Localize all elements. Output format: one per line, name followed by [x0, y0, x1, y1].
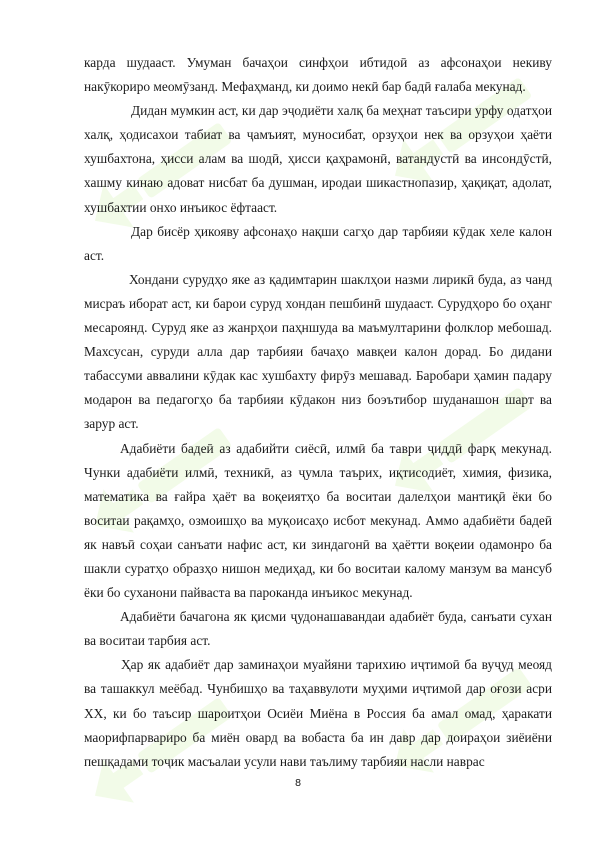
- paragraph: Хондани сурудҳо яке аз қадимтарин шаклҳои назми лирикӣ буда, аз чанд мисраъ иборат аст, ки барои суруд хондан пешбинӣ шудааст. Сурудҳоро бо оҳанг месароянд. Суруд яке аз жанрҳои паҳншуда ва маъмултарини фолклор мебошад. Махсусан, суруди алла дар тарбияи бачаҳо мавқеи калон дорад. Бо дидани табассуми аввалини кӯдак кас хушбахту фирӯз мешавад. Баробари ҳамин падару модарон ва педагогҳо ба тарбияи кӯдакон низ боэътибор шуданашон шарт ва зарур аст.: [84, 271, 552, 432]
- paragraph: карда шудааст. Умуман бачаҳои синфҳои ибтидоӣ аз афсонаҳои некиву накӯкориро меомӯзанд. Мефаҳманд, ки доимо некӣ бар бадӣ ғалаба мекунад.: [84, 55, 552, 95]
- paragraph: Дар бисёр ҳикояву афсонаҳо нақши сагҳо дар тарбияи кӯдак хеле калон аст.: [84, 223, 552, 263]
- document-body: [84, 51, 552, 774]
- paragraph: Ҳар як адабиёт дар заминаҳои муайяни тарихию иҷтимоӣ ба вуҷуд меояд ва ташаккул меёбад. Чунбишҳо ва таҳаввулоти муҳими иҷтимоӣ дар оғози асри XX, ки бо таъсир шароитҳои Осиёи Миёна в Россия ба амал омад, ҳаракати маорифпарвариро ба миён овард ва вобаста ба ин давр дар доираҳои зиёиёни пешқадами тоҷик масъалаи усули нави таълиму тарбияи насли наврас: [84, 657, 552, 769]
- paragraph: Адабиёти бачагона як қисми ҷудонашавандаи адабиёт буда, санъати сухан ва воситаи тарбия аст.: [84, 609, 552, 649]
- paragraph: Адабиёти бадеӣ аз адабийти сиёсӣ, илмӣ ба таври ҷиддӣ фарқ мекунад. Чунки адабиёти илмӣ, техникӣ, аз ҷумла таърих, иқтисодиёт, химия, физика, математика ва ғайра ҳаёт ва воқеиятҳо ба воситаи далелҳои мантиқӣ ёки бо воситаи рақамҳо, озмоишҳо ва муқоисаҳо исбот мекунад. Аммо адабиёти бадеӣ як навъӣ соҳаи санъати нафис аст, ки зиндагонӣ ва ҳаётти воқеии одамонро ба шакли суратҳо образҳо нишон медиҳад, ки бо воситаи калому манзум ва мансуб ёки бо суханони пайваста ва пароканда инъикос мекунад.: [84, 440, 552, 601]
- page-number: 8: [294, 778, 302, 789]
- paragraph: Дидан мумкин аст, ки дар эҷодиёти халқ ба меҳнат таъсири урфу одатҳои халқ, ҳодисахои табиат ва ҷамъият, муносибат, орзуҳои нек ва орзуҳои ҳаёти хушбахтона, ҳисси алам ва шодӣ, ҳисси қаҳрамонӣ, ватандустӣ ва инсондӯстӣ, хашму кинаю адоват нисбат ба душман, иродаи шикастнопазир, ҳақиқат, адолат, хушбахтии онхо инъикос ёфтааст.: [84, 103, 552, 215]
